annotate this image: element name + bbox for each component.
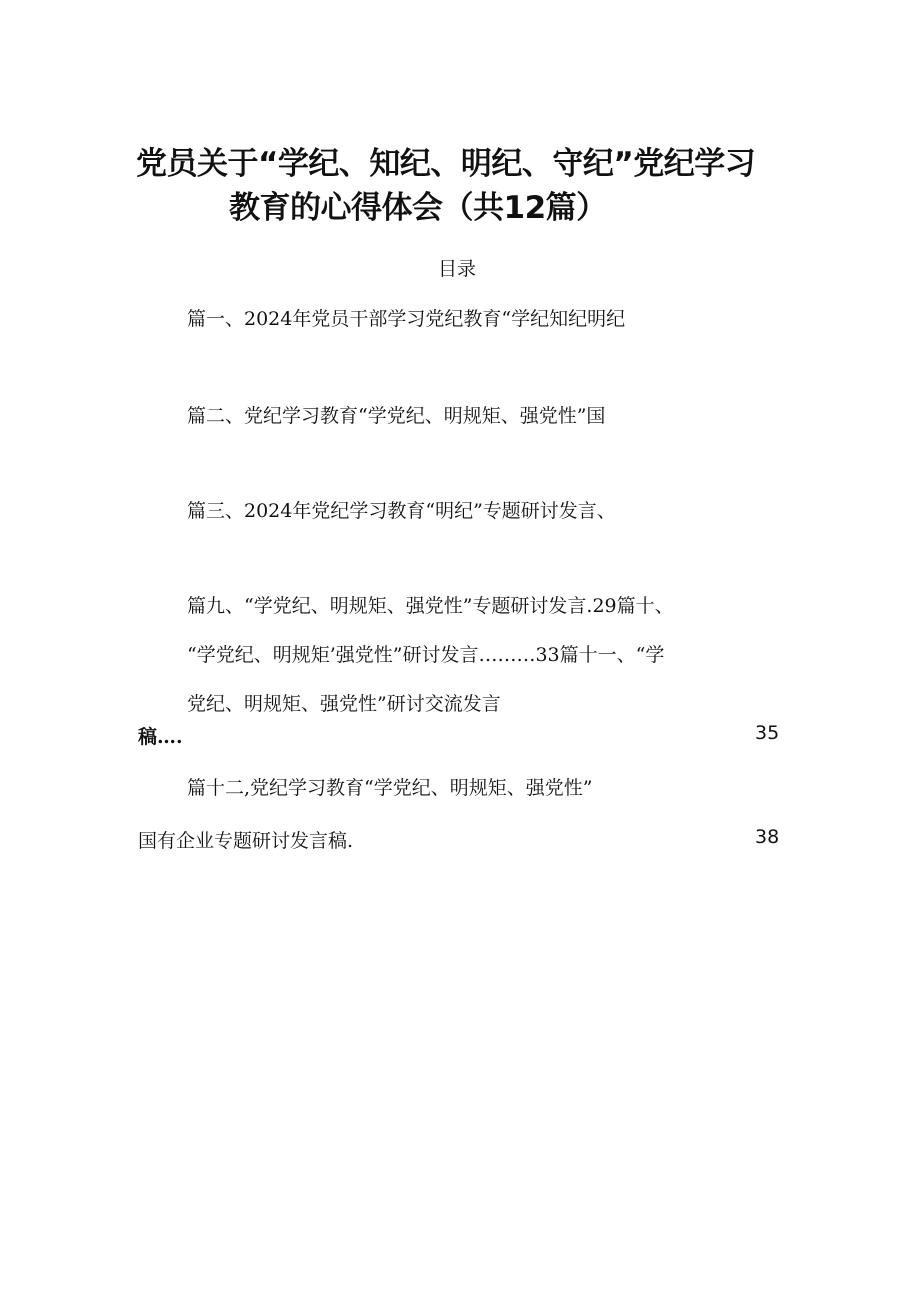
- toc-page-number: 38: [755, 826, 780, 848]
- document-title-line-2: 教育的心得体会（共12篇）: [229, 190, 607, 226]
- document-title-line-1: 党员关于“学纪、知纪、明纪、守纪”党纪学习: [136, 146, 756, 182]
- toc-entry: 篇九、“学党纪、明规矩、强党性”专题研讨发言.29篇十、: [187, 595, 674, 617]
- toc-page-number: 35: [755, 722, 780, 744]
- toc-entry: 稿….: [138, 726, 183, 748]
- toc-heading: 目录: [438, 258, 477, 280]
- toc-entry: “学党纪、明规矩’强党性”研讨发言………33篇十一、“学: [187, 644, 665, 666]
- toc-entry: 国有企业专题研讨发言稿.: [138, 830, 354, 852]
- toc-entry: 篇三、2024年党纪学习教育“明纪”专题研讨发言、: [187, 500, 616, 522]
- toc-entry: 篇一、2024年党员干部学习党纪教育“学纪知纪明纪: [187, 308, 626, 330]
- toc-entry: 篇二、党纪学习教育“学党纪、明规矩、强党性”国: [187, 405, 606, 427]
- toc-entry: 篇十二,党纪学习教育“学党纪、明规矩、强党性”: [187, 777, 593, 799]
- toc-entry: 党纪、明规矩、强党性”研讨交流发言: [187, 693, 501, 715]
